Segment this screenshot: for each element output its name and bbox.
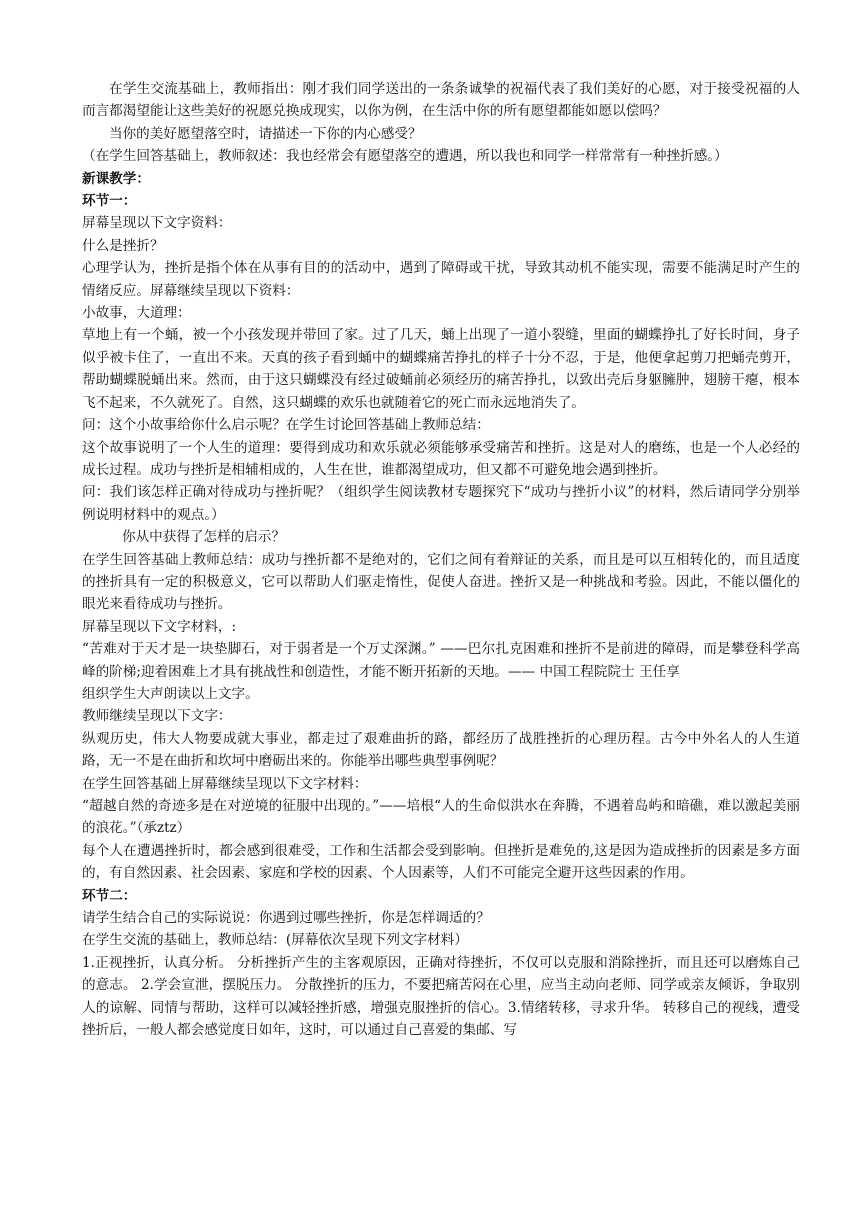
text-paragraph: 屏幕呈现以下文字材料，: xyxy=(82,618,237,635)
text-paragraph: 小故事，大道理： xyxy=(82,305,191,322)
text-paragraph: 组织学生大声朗读以上文字。 xyxy=(82,685,259,702)
text-paragraph: 你从中获得了怎样的启示？ xyxy=(122,529,286,546)
text-paragraph: 心理学认为，挫折是指个体在从事有目的的活动中，遇到了障碍或干扰，导致其动机不能实现，需要不能满足时产生的情绪反应。屏幕继续呈现以下资料： xyxy=(82,260,800,299)
text-paragraph: 请学生结合自己的实际说说：你遇到过哪些挫折，你是怎样调适的？ xyxy=(82,910,490,927)
text-paragraph: 在学生回答基础上屏幕继续呈现以下文字材料： xyxy=(82,775,368,792)
text-paragraph: 什么是挫折？ xyxy=(82,237,164,254)
quote-paragraph: “超越自然的奇迹多是在对逆境的征服中出现的。”——培根“人的生命似洪水在奔腾，不遇着岛屿和暗礁，难以激起美丽的浪花。”（承ztz） xyxy=(82,798,800,837)
teacher-narration: （在学生回答基础上，教师叙述：我也经常会有愿望落空的遭遇，所以我也和同学一样常常有一种挫折感。） xyxy=(82,148,728,165)
text-paragraph: 每个人在遭遇挫折时，都会感到很难受，工作和生活都会受到影响。但挫折是难免的,这是因为造成挫折的因素是多方面的，有自然因素、社会因素、家庭和学校的因素、个人因素等，人们不可能完全避开这些因素的作用。 xyxy=(82,842,800,882)
text-paragraph: 问：这个小故事给你什么启示呢？在学生讨论回答基础上教师总结： xyxy=(82,417,490,434)
text-paragraph: 在学生回答基础上教师总结：成功与挫折都不是绝对的，它们之间有着辩证的关系，而且是可以互相转化的，而且适度的挫折具有一定的积极意义，它可以帮助人们驱走惰性，促使人奋进。挫折又是一种挑战和考验。因此，不能以僵化的眼光来看待成功与挫折。 xyxy=(82,551,800,613)
document-page xyxy=(82,78,800,1041)
text-paragraph: 在学生交流的基础上，教师总结：(屏幕依次呈现下列文字材料） xyxy=(82,932,468,949)
text-paragraph: 屏幕呈现以下文字资料： xyxy=(82,215,232,232)
text-paragraph: 纵观历史，伟大人物要成就大事业，都走过了艰难曲折的路，都经历了战胜挫折的心理历程。古今中外名人的人生道路，无一不是在曲折和坎坷中磨砺出来的。你能举出哪些典型事例呢？ xyxy=(82,730,800,770)
section-heading-new-lesson: 新课教学： xyxy=(82,170,150,187)
text-paragraph: 问：我们该怎样正确对待成功与挫折呢？（组织学生阅读教材专题探究下“成功与挫折小议”的材料，然后请同学分别举例说明材料中的观点。） xyxy=(82,484,800,523)
section-heading-step-two: 环节二： xyxy=(82,887,137,904)
quote-paragraph: “苦难对于天才是一块垫脚石，对于弱者是一个万丈深渊。” ——巴尔扎克困难和挫折不是前进的障碍，而是攀登科学高峰的阶梯;迎着困难上才具有挑战性和创造性，才能不断开拓新的天地。—— 中国工程院院士 王任享 xyxy=(82,641,800,680)
text-paragraph: 这个故事说明了一个人生的道理：要得到成功和欢乐就必须能够承受痛苦和挫折。这是对人的磨练，也是一个人必经的成长过程。成功与挫折是相辅相成的，人生在世，谁都渴望成功，但又都不可避免地会遇到挫折。 xyxy=(82,439,800,478)
story-paragraph: 草地上有一个蛹，被一个小孩发现并带回了家。过了几天，蛹上出现了一道小裂缝，里面的蝴蝶挣扎了好长时间，身子似乎被卡住了，一直出不来。天真的孩子看到蛹中的蝴蝶痛苦挣扎的样子十分不忍，于是，他便拿起剪刀把蛹壳剪开，帮助蝴蝶脱蛹出来。然而，由于这只蝴蝶没有经过破蛹前必须经历的痛苦挣扎，以致出壳后身躯臃肿，翅膀干瘪，根本飞不起来，不久就死了。自然，这只蝴蝶的欢乐也就随着它的死亡而永远地消失了。 xyxy=(82,327,800,411)
text-paragraph: 教师继续呈现以下文字： xyxy=(82,708,232,725)
section-heading-step-one: 环节一： xyxy=(82,193,137,210)
text-paragraph: 1.正视挫折，认真分析。 分析挫折产生的主客观原因，正确对待挫折，不仅可以克服和消除挫折，而且还可以磨炼自己的意志。 2.学会宣泄，摆脱压力。 分散挫折的压力，不要把痛苦闷在心里，应当主动向老师、同学或亲友倾诉，争取别人的谅解、同情与帮助，这样可以减轻挫折感，增强克服挫折的信心。3.情绪转移，寻求升华。 转移自己的视线，遭受挫折后，一般人都会感觉度日如年，这时，可以通过自己喜爱的集邮、写 xyxy=(82,954,800,1039)
intro-paragraph: 在学生交流基础上，教师指出：刚才我们同学送出的一条条诚挚的祝福代表了我们美好的心愿，对于接受祝福的人而言都渴望能让这些美好的祝愿兑换成现实，以你为例，在生活中你的所有愿望都能如愿以偿吗？ xyxy=(82,81,800,120)
question-paragraph: 当你的美好愿望落空时，请描述一下你的内心感受？ xyxy=(109,125,422,142)
